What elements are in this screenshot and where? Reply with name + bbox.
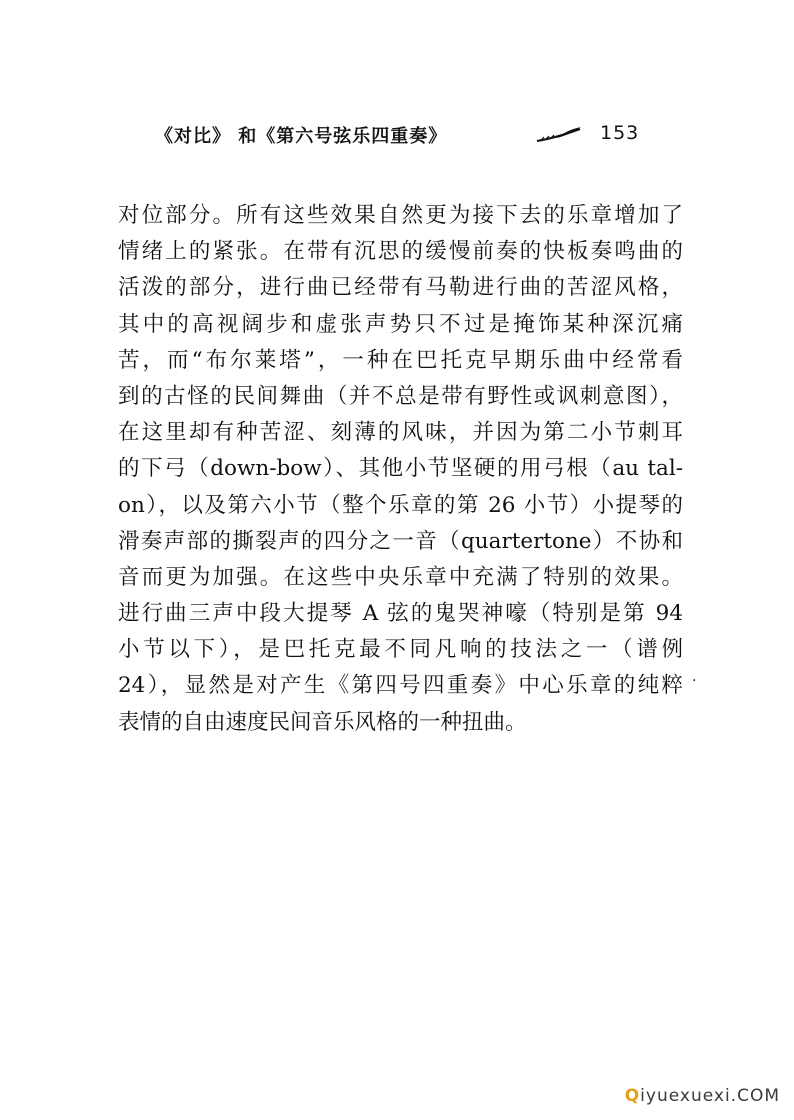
text-line: 24），显然是对产生《第四号四重奏》中心乐章的纯粹 <box>118 673 683 699</box>
watermark-initial: Q <box>624 1086 641 1106</box>
text-line: 活泼的部分，进行曲已经带有马勒进行曲的苦涩风格， <box>118 275 683 301</box>
stray-mark: . <box>692 669 697 685</box>
text-line: 小节以下），是巴托克最不同凡响的技法之一（谱例 <box>118 637 683 663</box>
text-line: 对位部分。所有这些效果自然更为接下去的乐章增加了 <box>118 203 683 228</box>
site-watermark <box>625 1086 780 1106</box>
page-number: 153 <box>600 122 640 144</box>
text-line: 在这里却有种苦涩、刻薄的风味，并因为第二小节刺耳 <box>118 420 683 446</box>
text-line: on），以及第六小节（整个乐章的第 26 小节）小提琴的 <box>118 492 683 518</box>
running-title: 《对比》 和《第六号弦乐四重奏》 <box>155 126 448 147</box>
page-header <box>0 120 794 152</box>
text-line: 表情的自由速度民间音乐风格的一种扭曲。 <box>118 709 527 735</box>
text-line: 到的古怪的民间舞曲（并不总是带有野性或讽刺意图）， <box>118 383 683 409</box>
text-line: 其中的高视阔步和虚张声势只不过是掩饰某种深沉痛 <box>118 311 683 337</box>
quill-flourish-icon <box>535 124 583 144</box>
body-paragraph <box>118 198 683 741</box>
text-line: 情绪上的紧张。在带有沉思的缓慢前奏的快板奏鸣曲的 <box>118 239 683 265</box>
text-line: 苦，而“布尔莱塔”，一种在巴托克早期乐曲中经常看 <box>118 347 683 373</box>
text-line: 音而更为加强。在这些中央乐章中充满了特别的效果。 <box>118 564 683 590</box>
text-line: 进行曲三声中段大提琴 A 弦的鬼哭神嚎（特别是第 94 <box>118 601 683 627</box>
text-line: 滑奏声部的撕裂声的四分之一音（quartertone）不协和 <box>118 528 683 554</box>
watermark-text: iyuexuexi.COM <box>640 1086 780 1106</box>
text-line: 的下弓（down-bow）、其他小节坚硬的用弓根（au tal- <box>118 456 683 482</box>
